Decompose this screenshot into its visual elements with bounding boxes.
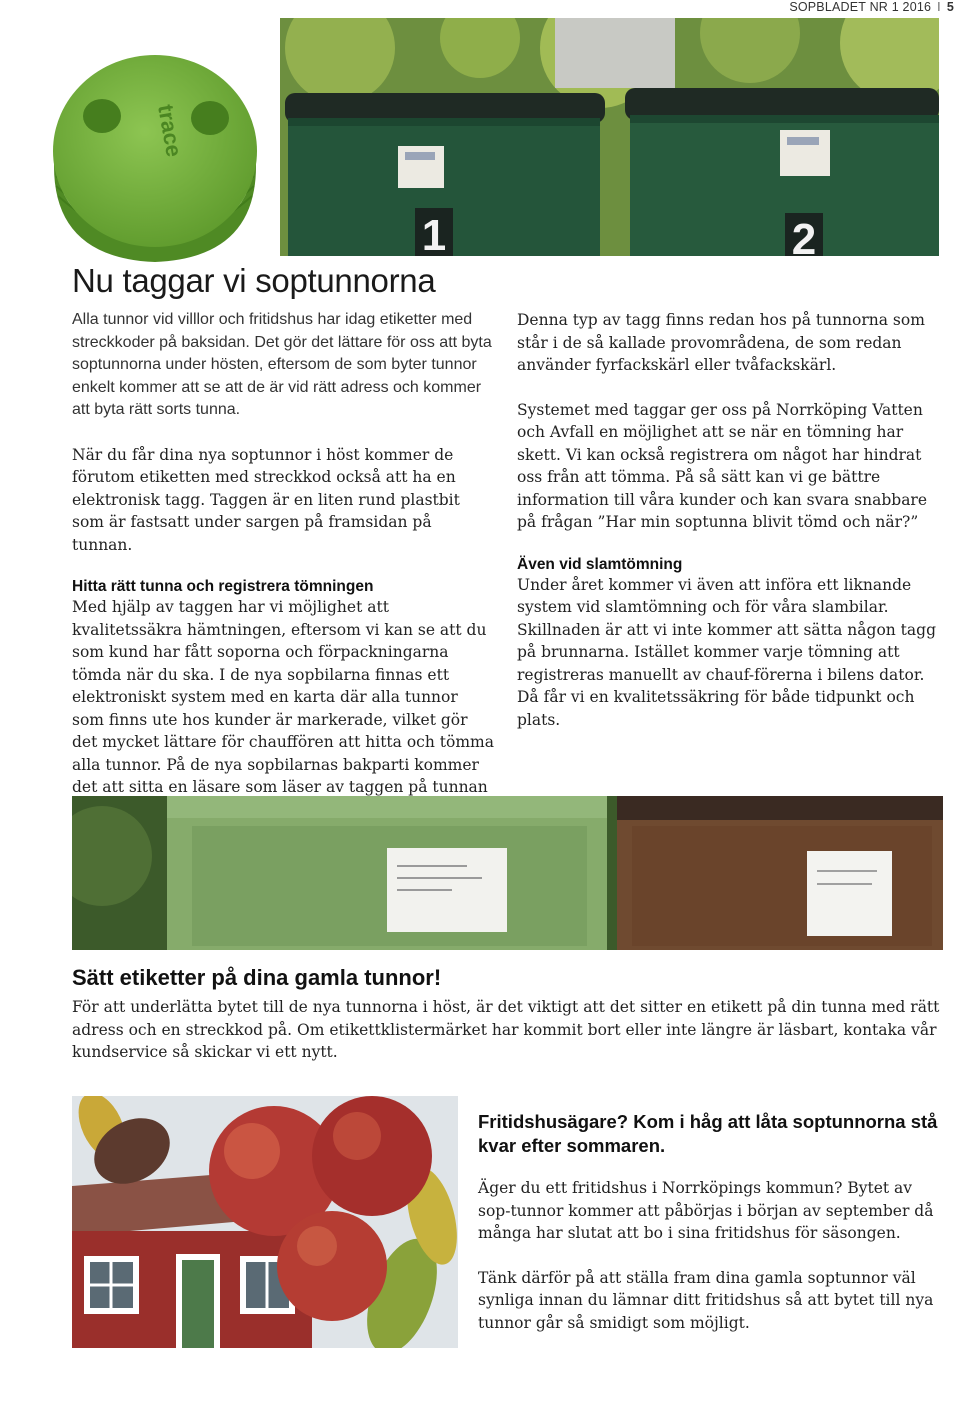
article-title: Nu taggar vi soptunnorna bbox=[72, 262, 436, 299]
summer-house-photo bbox=[72, 1096, 458, 1348]
left-column bbox=[72, 309, 494, 821]
labels-text: För att underlätta bytet till de nya tunnorna i höst, är det viktigt att det sitter en etikett på din tunna med rätt adress och en streckkod på. Om etikettklistermärket har kommit bort eller inte längre är läsbart, kontaka vår kundservice så skickar vi ett nytt. bbox=[72, 998, 940, 1061]
article-paragraph-system: Systemet med taggar ger oss på Norrköping Vatten och Avfall en möjlighet att se när en tömning har skett. Vi kan också registrera om något har hindrat oss från att tömma. På så sätt kan vi ge bättre information till våra kunder och kan svara snabbare på frågan ”Har min soptunna blivit tömd och när?” bbox=[517, 400, 928, 531]
right-column bbox=[517, 309, 945, 731]
publication-name: SOPBLADET NR 1 2016 bbox=[789, 0, 932, 14]
summer-house-box bbox=[478, 1110, 940, 1334]
page-header: SOPBLADET NR 1 2016 I 5 bbox=[789, 0, 954, 14]
summer-house-heading: Fritidshusägare? Kom i håg att låta soptunnorna stå kvar efter sommaren. bbox=[478, 1111, 938, 1156]
article-intro: Alla tunnor vid villlor och fritidshus har idag etiketter med streckkoder på baksidan. Det gör det lättare för oss att byta soptunnorna under hösten, eftersom de som byter tunnor enkelt kommer att se att de är vid rätt adress och kommer att byta rätt sorts tunna. bbox=[72, 311, 492, 418]
bins-photo bbox=[280, 18, 939, 256]
article-paragraph-test-areas: Denna typ av tagg finns redan hos på tunnorna som står i de så kallade provområdena, de som redan använder fyrfackskärl eller tvåfackskärl. bbox=[517, 311, 925, 374]
section-text-sludge: Under året kommer vi även att införa ett liknande system vid slamtömning och för våra slambilar. Skillnaden är att vi inte kommer att sätta någon tagg på brunnarna. Istället kommer varje tömning att registreras manuellt av chauf-förerna i bilens dator. Då får vi en kvalitetssäkring för både tidpunkt och plats. bbox=[517, 575, 936, 729]
labels-photo bbox=[72, 796, 943, 950]
summer-house-paragraph-1: Äger du ett fritidshus i Norrköpings kommun? Bytet av sop-tunnor kommer att påbörjas i början av september då många har slutat att bo i sina fritidshus för säsongen. bbox=[478, 1179, 934, 1242]
section-text-find-bin: Med hjälp av taggen har vi möjlighet att kvalitetssäkra hämtningen, eftersom vi kan se att du som kund har fått soporna och förpackningarna tömda när du ska. I de nya sopbilarna finnas ett elektroniskt system med en karta där alla tunnor som finns ute hos kunder är markerade, vilket gör det mycket lättare för chauffören att hitta och tömma alla tunnor. På de nya sopbilarnas bakparti kommer det att sitta en läsare som läser av taggen på tunnan bbox=[72, 598, 494, 796]
tag-embossed-text: trace bbox=[153, 102, 187, 159]
summer-house-paragraph-2: Tänk därför på att ställa fram dina gamla soptunnor väl synliga innan du lämnar ditt fritidshus så att bytet till nya tunnor går så smidigt som möjligt. bbox=[478, 1268, 934, 1332]
labels-heading: Sätt etiketter på dina gamla tunnor! bbox=[72, 965, 442, 990]
article-paragraph-tag: När du får dina nya soptunnor i höst kommer de förutom etiketten med streckkod också att ha en elektronisk tagg. Taggen är en liten rund plastbit som är fastsatt under sargen på framsidan på tunnan. bbox=[72, 445, 460, 554]
page-number: 5 bbox=[946, 0, 954, 14]
bin-number-2: 2 bbox=[791, 215, 817, 256]
bin-number-1: 1 bbox=[421, 211, 447, 256]
electronic-tag-photo bbox=[40, 36, 270, 266]
section-heading-find-bin: Hitta rätt tunna och registrera tömningen bbox=[72, 578, 374, 595]
section-heading-sludge: Även vid slamtömning bbox=[517, 555, 683, 573]
